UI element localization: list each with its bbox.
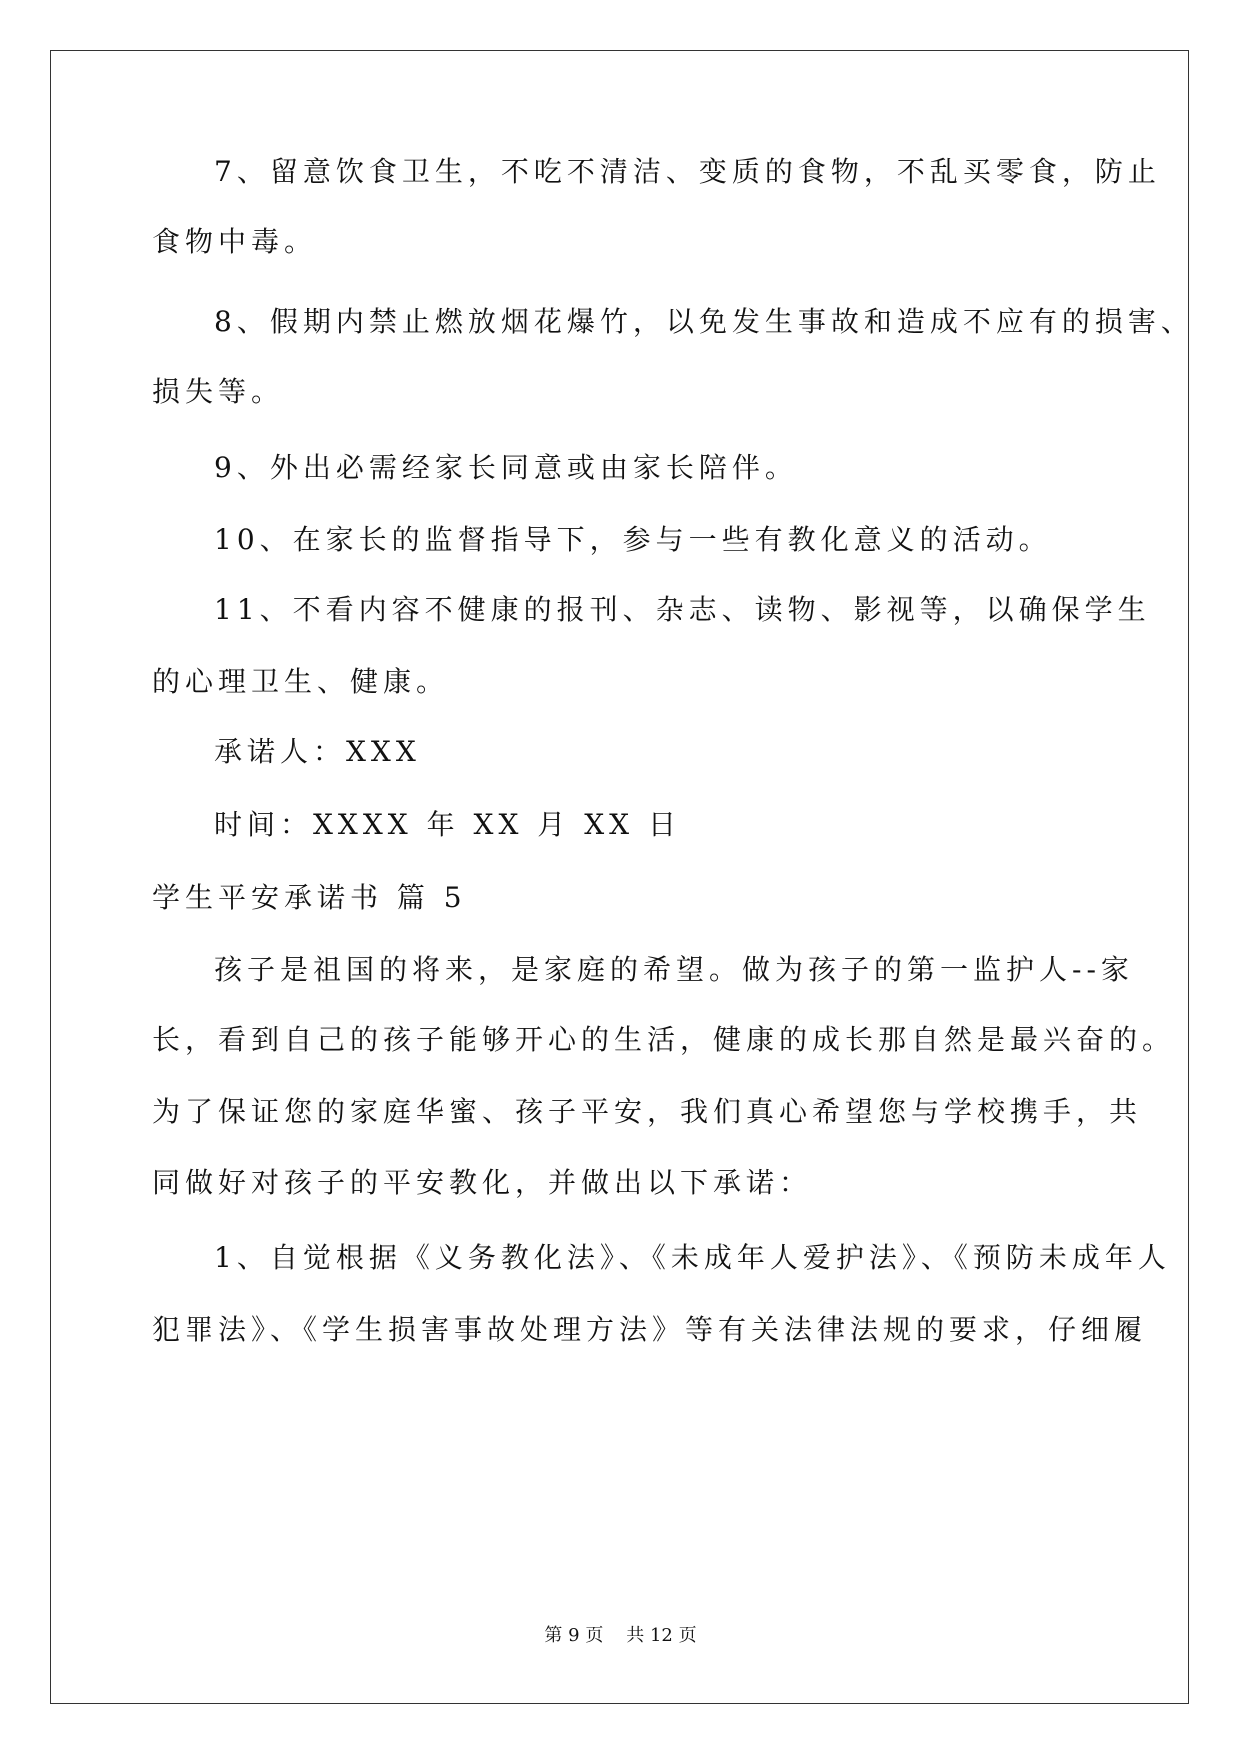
intro-paragraph-line-1: 孩子是祖国的将来，是家庭的希望。做为孩子的第一监护人--家: [214, 953, 1134, 986]
paragraph-item-8-line-2: 损失等。: [152, 375, 285, 408]
date-line: 时间：XXXX 年 XX 月 XX 日: [214, 808, 681, 841]
section-heading: 学生平安承诺书 篇 5: [152, 881, 467, 914]
paragraph-item-11-line-1: 11、不看内容不健康的报刊、杂志、读物、影视等，以确保学生: [214, 593, 1151, 626]
page-number: 第 9 页: [544, 1625, 604, 1646]
page-footer: [0, 1624, 1241, 1648]
intro-paragraph-line-3: 为了保证您的家庭华蜜、孩子平安，我们真心希望您与学校携手，共: [152, 1095, 1143, 1128]
paragraph-item-8-line-1: 8、假期内禁止燃放烟花爆竹，以免发生事故和造成不应有的损害、: [214, 305, 1194, 338]
commitment-item-1-line-2: 犯罪法》、《学生损害事故处理方法》等有关法律法规的要求，仔细履: [152, 1313, 1148, 1346]
page-total: 共 12 页: [626, 1625, 697, 1646]
paragraph-item-7-line-2: 食物中毒。: [152, 225, 318, 258]
page-border: [50, 50, 1189, 1704]
commitment-item-1-line-1: 1、自觉根据《义务教化法》、《未成年人爱护法》、《预防未成年人: [214, 1241, 1171, 1274]
intro-paragraph-line-2: 长，看到自己的孩子能够开心的生活，健康的成长那自然是最兴奋的。: [152, 1023, 1176, 1056]
paragraph-item-10: 10、在家长的监督指导下，参与一些有教化意义的活动。: [214, 523, 1052, 556]
signatory-line: 承诺人：XXX: [214, 735, 421, 768]
intro-paragraph-line-4: 同做好对孩子的平安教化，并做出以下承诺：: [152, 1166, 813, 1199]
paragraph-item-11-line-2: 的心理卫生、健康。: [152, 665, 450, 698]
paragraph-item-7-line-1: 7、留意饮食卫生，不吃不清洁、变质的食物，不乱买零食，防止: [214, 155, 1161, 188]
paragraph-item-9: 9、外出必需经家长同意或由家长陪伴。: [214, 451, 798, 484]
